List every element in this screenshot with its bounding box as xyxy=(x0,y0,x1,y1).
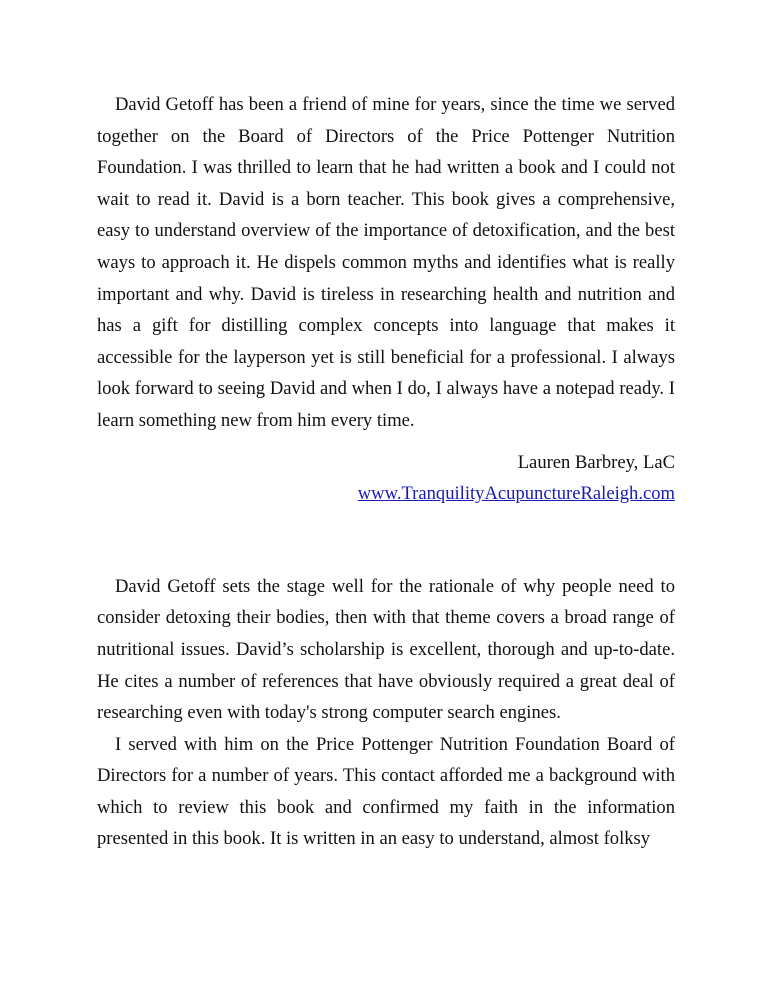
testimonial-1-author: Lauren Barbrey, LaC xyxy=(517,451,675,473)
testimonial-1-body: David Getoff has been a friend of mine for years, since the time we served together on the Board of Directors of the Price Pottenger Nutrition Foundation. I was thrilled to learn that he had written a book and I could not wait to read it. David is a born teacher. This book gives a comprehensive, easy to understand overview of the importance of detoxification, and the best ways to approach it. He dispels common myths and identifies what is really important and why. David is tireless in researching health and nutrition and has a gift for distilling complex concepts into language that makes it accessible for the layperson yet is still beneficial for a professional. I always look forward to seeing David and when I do, I always have a notepad ready. I learn something new from him every time. xyxy=(97,94,675,431)
document-page xyxy=(97,89,675,855)
testimonial-2-paragraph-1: David Getoff sets the stage well for the rationale of why people need to consider detoxing their bodies, then with that theme covers a broad range of nutritional issues. David’s scholarship is excellent, thorough and up-to-date. He cites a number of references that have obviously required a great deal of researching even with today's strong computer search engines. xyxy=(97,575,675,724)
testimonial-1-attribution xyxy=(97,447,675,510)
testimonial-1-website-link[interactable]: www.TranquilityAcupunctureRaleigh.com xyxy=(357,483,675,505)
testimonial-2 xyxy=(97,571,675,855)
testimonial-1 xyxy=(97,89,675,510)
testimonial-2-paragraph-2: I served with him on the Price Pottenger Nutrition Foundation Board of Directors for a number of years. This contact afforded me a background with which to review this book and confirmed my faith in the information presented in this book. It is written in an easy to understand, almost folksy xyxy=(97,733,675,850)
section-spacer xyxy=(97,510,675,571)
